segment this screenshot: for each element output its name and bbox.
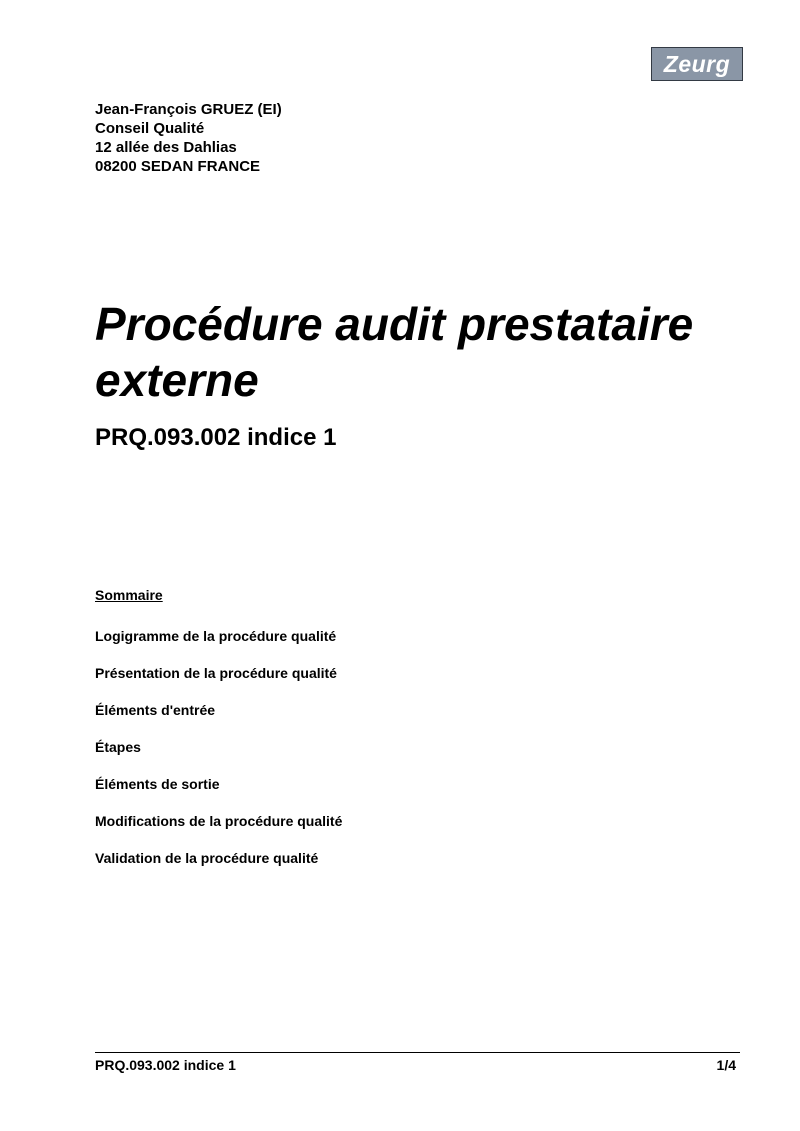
address-street: 12 allée des Dahlias: [95, 139, 237, 156]
toc-item-elements-entree[interactable]: Éléments d'entrée: [95, 702, 216, 718]
address-role: Conseil Qualité: [95, 120, 205, 137]
address-name: Jean-François GRUEZ (EI): [95, 101, 282, 118]
toc-item-elements-sortie[interactable]: Éléments de sortie: [95, 776, 220, 792]
toc-item-modifications[interactable]: Modifications de la procédure qualité: [95, 813, 343, 829]
footer-reference: PRQ.093.002 indice 1: [95, 1057, 236, 1073]
footer-page-number: 1/4: [716, 1057, 736, 1073]
document-title: Procédure audit prestataire externe: [95, 298, 694, 406]
table-of-contents: [95, 627, 342, 886]
toc-item-presentation[interactable]: Présentation de la procédure qualité: [95, 665, 337, 681]
address-city: 08200 SEDAN FRANCE: [95, 158, 261, 175]
toc-item-etapes[interactable]: Étapes: [95, 739, 141, 755]
document-reference: PRQ.093.002 indice 1: [95, 424, 337, 451]
sender-address-block: [95, 100, 282, 176]
footer-divider: [95, 1052, 740, 1053]
company-logo: Zeurg: [651, 47, 743, 81]
toc-item-logigramme[interactable]: Logigramme de la procédure qualité: [95, 628, 337, 644]
toc-item-validation[interactable]: Validation de la procédure qualité: [95, 850, 319, 866]
toc-heading: Sommaire: [95, 587, 163, 603]
